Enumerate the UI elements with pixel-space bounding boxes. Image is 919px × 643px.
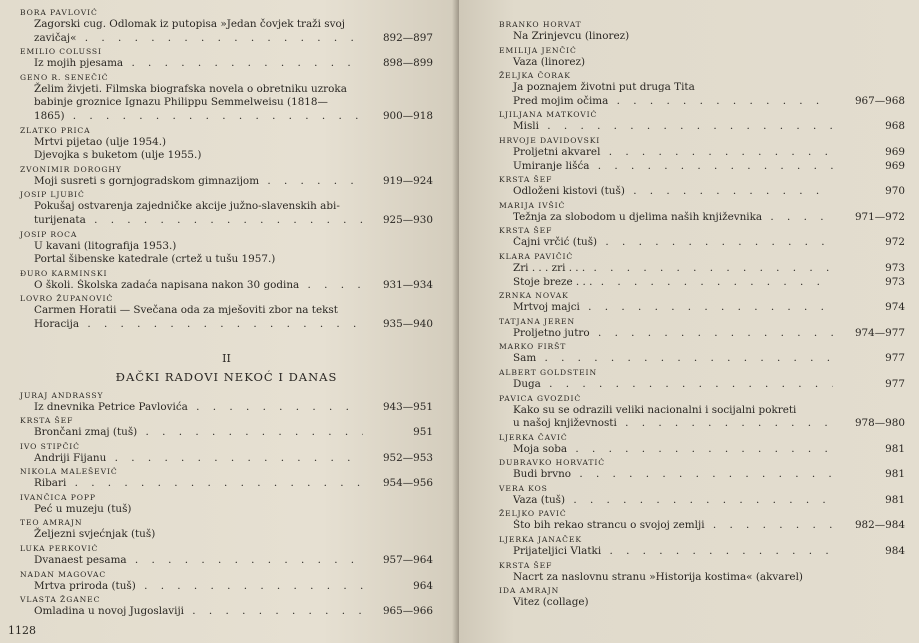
toc-author: TEO AMRAJN <box>20 518 83 528</box>
toc-entry <box>499 56 905 70</box>
toc-title: Andriji Fijanu . . . <box>34 452 363 466</box>
toc-entry <box>499 596 905 610</box>
toc-page-range: 900—918 <box>382 109 433 122</box>
toc-entry <box>499 160 905 174</box>
toc-page-range: 971—972 <box>854 210 905 223</box>
toc-author: EMILIJA JENČIĆ <box>499 45 577 55</box>
toc-entry <box>499 352 905 366</box>
toc-title: Želim živjeti. Filmska biografska novela o obretniku uzroka <box>34 82 347 95</box>
toc-title: Željezni svjećnjak (tuš) <box>34 528 156 541</box>
toc-entry <box>20 175 433 189</box>
toc-author: LUKA PERKOVIĆ <box>20 544 99 554</box>
toc-entry <box>20 200 433 214</box>
toc-page-range: 981 <box>885 493 905 506</box>
toc-page-range: 978—980 <box>854 417 905 430</box>
toc-title: Djevojka s buketom (ulje 1955.) <box>34 149 202 162</box>
section-number: II <box>222 351 231 365</box>
toc-entry <box>20 401 433 415</box>
toc-author: HRVOJE DAVIDOVSKI <box>499 135 601 145</box>
toc-author: LJERKA JANAČEK <box>499 535 582 545</box>
toc-author: LJERKA ČAVIĆ <box>499 432 568 442</box>
toc-title: babinje groznice Ignazu Philippu Semmelweisu (1818— <box>34 96 328 109</box>
toc-entry <box>20 110 433 124</box>
toc-entry <box>20 214 433 228</box>
toc-entry <box>499 545 905 559</box>
toc-entry <box>20 240 433 254</box>
toc-author: NADAN MAGOVAC <box>20 569 107 579</box>
toc-page-range: 973 <box>885 261 905 274</box>
toc-page-range: 919—924 <box>382 174 433 187</box>
toc-author: IVO STIPČIĆ <box>20 441 80 451</box>
toc-author: GENO R. SENEČIĆ <box>20 72 109 82</box>
toc-page-range: 974 <box>885 301 905 314</box>
toc-entry <box>499 236 905 250</box>
toc-title: Stoje breze . . . . . . <box>513 276 833 290</box>
toc-title: Budi brvno . . . <box>513 468 833 482</box>
toc-list-left-bottom <box>20 391 433 619</box>
toc-title: Vaza (tuš) . . . <box>513 494 833 508</box>
toc-title: U kavani (litografija 1953.) <box>34 239 177 252</box>
toc-entry <box>20 32 433 46</box>
toc-page-range: 977 <box>885 352 905 365</box>
page-number: 1128 <box>8 624 36 637</box>
toc-title: Mrtvi pijetao (ulje 1954.) <box>34 135 167 148</box>
toc-entry <box>499 378 905 392</box>
right-page <box>459 0 919 643</box>
toc-author: LJILJANA MATKOVIĆ <box>499 110 598 120</box>
toc-title: Ja poznajem životni put druga Tita <box>513 81 695 94</box>
toc-entry <box>20 580 433 594</box>
toc-author: ZVONIMIR DOROGHY <box>20 164 122 174</box>
toc-page-range: 977 <box>885 377 905 390</box>
toc-entry <box>20 136 433 150</box>
toc-page-range: 954—956 <box>382 477 433 490</box>
toc-entry <box>499 185 905 199</box>
toc-entry <box>20 57 433 71</box>
toc-page-range: 951 <box>413 426 433 439</box>
toc-title: Umiranje lišća . . . <box>513 160 833 174</box>
toc-author: KLARA PAVIČIĆ <box>499 251 574 261</box>
toc-entry <box>499 146 905 160</box>
toc-title: Duga . . . <box>513 378 833 392</box>
toc-author: ALBERT GOLDSTEIN <box>499 367 597 377</box>
left-page <box>0 0 459 643</box>
toc-title: Portal šibenske katedrale (crtež u tušu 1957.) <box>34 253 276 266</box>
toc-author: JURAJ ANDRASSY <box>20 390 104 400</box>
section-title: ĐAČKI RADOVI NEKOĆ I DANAS <box>115 369 338 384</box>
toc-entry <box>499 211 905 225</box>
toc-author: TATJANA JEREN <box>499 316 576 326</box>
toc-entry <box>499 327 905 341</box>
toc-entry <box>20 605 433 619</box>
toc-entry <box>499 301 905 315</box>
toc-entry <box>499 417 905 431</box>
toc-author: KRSTA ŠEF <box>20 416 74 426</box>
toc-title: Težnja za slobodom u djelima naših književnika . . . <box>513 211 833 225</box>
toc-title: Peć u muzeju (tuš) <box>34 502 132 515</box>
toc-entry <box>20 554 433 568</box>
toc-author: KRSTA ŠEF <box>499 175 553 185</box>
toc-page-range: 965—966 <box>382 605 433 618</box>
toc-title: Ribari . . . <box>34 477 363 491</box>
toc-title: Zri . . . zri . . . . . . <box>513 262 833 276</box>
toc-author: JOSIP ROCA <box>20 229 78 239</box>
toc-entry <box>499 81 905 95</box>
toc-author: JOSIP LJUBIĆ <box>20 190 85 200</box>
toc-title: Misli . . . <box>513 120 833 134</box>
toc-page-range: 967—968 <box>854 94 905 107</box>
toc-page-range: 969 <box>885 159 905 172</box>
toc-title: Mrtvoj majci . . . <box>513 301 833 315</box>
toc-title: Odloženi kistovi (tuš) . . . <box>513 185 833 199</box>
toc-author: EMILIO COLUSSI <box>20 47 102 57</box>
toc-author: VLASTA ŽGANEC <box>20 595 101 605</box>
toc-title: Iz dnevnika Petrice Pavlovića . . . <box>34 401 363 415</box>
toc-page-range: 969 <box>885 145 905 158</box>
toc-title: Sam . . . <box>513 352 833 366</box>
toc-page-range: 952—953 <box>382 451 433 464</box>
toc-entry <box>499 468 905 482</box>
toc-list-left-top <box>20 8 433 332</box>
toc-author: KRSTA ŠEF <box>499 560 553 570</box>
toc-entry <box>20 304 433 318</box>
toc-page-range: 984 <box>885 545 905 558</box>
toc-entry <box>499 571 905 585</box>
toc-title: Dvanaest pesama . . . <box>34 554 363 568</box>
toc-entry <box>20 528 433 542</box>
toc-entry <box>20 503 433 517</box>
toc-author: MARIJA IVŠIĆ <box>499 200 566 210</box>
toc-entry <box>499 95 905 109</box>
toc-entry <box>499 443 905 457</box>
toc-page-range: 957—964 <box>382 554 433 567</box>
toc-title: Pokušaj ostvarenja zajedničke akcije južno-slavenskih abi- <box>34 200 340 213</box>
toc-author: VERA KOS <box>499 483 548 493</box>
toc-title: Kako su se odrazili veliki nacionalni i socijalni pokreti <box>513 403 797 416</box>
toc-entry <box>20 452 433 466</box>
toc-list-right <box>499 20 905 610</box>
toc-entry <box>499 30 905 44</box>
toc-title: Carmen Horatii — Svečana oda za mješoviti zbor na tekst <box>34 304 338 317</box>
toc-author: ZLATKO PRICA <box>20 125 91 135</box>
toc-entry <box>20 83 433 97</box>
toc-author: ZRNKA NOVAK <box>499 291 569 301</box>
toc-page-range: 982—984 <box>854 519 905 532</box>
toc-title: Prijateljici Vlatki . . . <box>513 545 833 559</box>
toc-page-range: 972 <box>885 236 905 249</box>
toc-title: Vitez (collage) <box>513 596 589 609</box>
toc-author: DUBRAVKO HORVATIĆ <box>499 458 605 468</box>
toc-author: ŽELJKA ČORAK <box>499 71 571 81</box>
toc-entry <box>20 149 433 163</box>
toc-title: Proljetni akvarel . . . <box>513 146 833 160</box>
toc-entry <box>499 519 905 533</box>
toc-page-range: 981 <box>885 468 905 481</box>
toc-title: Zagorski cug. Odlomak iz putopisa »Jedan čovjek traži svoj <box>34 18 345 30</box>
toc-author: BORA PAVLOVIĆ <box>20 8 98 17</box>
toc-page-range: 925—930 <box>382 213 433 226</box>
toc-title: Što bih rekao strancu o svojoj zemlji . . . <box>513 519 833 533</box>
toc-author: NIKOLA MALEŠEVIĆ <box>20 467 118 477</box>
toc-page-range: 974—977 <box>854 326 905 339</box>
toc-page-range: 931—934 <box>382 278 433 291</box>
toc-entry <box>20 426 433 440</box>
toc-author: MARKO FIRŠT <box>499 342 567 352</box>
toc-title: zavičaj« . . . <box>34 32 363 46</box>
toc-entry <box>499 276 905 290</box>
toc-entry <box>20 279 433 293</box>
toc-title: 1865) . . . <box>34 110 363 124</box>
toc-author: BRANKO HORVAT <box>499 20 582 29</box>
toc-page-range: 943—951 <box>382 400 433 413</box>
toc-page-range: 898—899 <box>382 57 433 70</box>
toc-title: Iz mojih pjesama . . . <box>34 57 363 71</box>
toc-entry <box>499 494 905 508</box>
toc-author: ĐURO KARMINSKI <box>20 268 108 278</box>
toc-title: turijenata . . . <box>34 214 363 228</box>
toc-title: Brončani zmaj (tuš) . . . <box>34 426 363 440</box>
toc-entry <box>20 96 433 110</box>
toc-title: Horacija . . . <box>34 318 363 332</box>
toc-entry <box>499 120 905 134</box>
toc-title: Proljetno jutro . . . <box>513 327 833 341</box>
toc-author: KRSTA ŠEF <box>499 226 553 236</box>
toc-title: u našoj književnosti . . . <box>513 417 833 431</box>
toc-page-range: 981 <box>885 442 905 455</box>
toc-title: O školi. Školska zadaća napisana nakon 30 godina . . . <box>34 279 363 293</box>
toc-title: Nacrt za naslovnu stranu »Historija kostima« (akvarel) <box>513 570 803 583</box>
toc-page-range: 892—897 <box>382 31 433 44</box>
toc-page-range: 968 <box>885 120 905 133</box>
toc-author: IVANČICA POPP <box>20 492 96 502</box>
toc-entry <box>499 404 905 418</box>
toc-title: Moji susreti s gornjogradskom gimnazijom . . . <box>34 175 363 189</box>
toc-entry <box>499 262 905 276</box>
toc-page-range: 964 <box>413 579 433 592</box>
toc-title: Pred mojim očima . . . <box>513 95 833 109</box>
toc-author: IDA AMRAJN <box>499 586 560 596</box>
toc-entry <box>20 318 433 332</box>
toc-page-range: 970 <box>885 185 905 198</box>
toc-title: Na Zrinjevcu (linorez) <box>513 30 630 42</box>
toc-title: Mrtva priroda (tuš) . . . <box>34 580 363 594</box>
toc-page-range: 935—940 <box>382 317 433 330</box>
toc-title: Moja soba . . . <box>513 443 833 457</box>
toc-entry <box>20 253 433 267</box>
toc-entry <box>20 477 433 491</box>
toc-author: PAVICA GVOZDIĆ <box>499 393 582 403</box>
toc-author: LOVRO ŽUPANOVIĆ <box>20 294 114 304</box>
toc-title: Omladina u novoj Jugoslaviji . . . <box>34 605 363 619</box>
toc-author: ŽELJKO PAVIĆ <box>499 509 567 519</box>
toc-page-range: 973 <box>885 275 905 288</box>
toc-title: Vaza (linorez) <box>513 55 586 68</box>
toc-entry <box>20 18 433 32</box>
toc-title: Čajni vrčić (tuš) . . . <box>513 236 833 250</box>
